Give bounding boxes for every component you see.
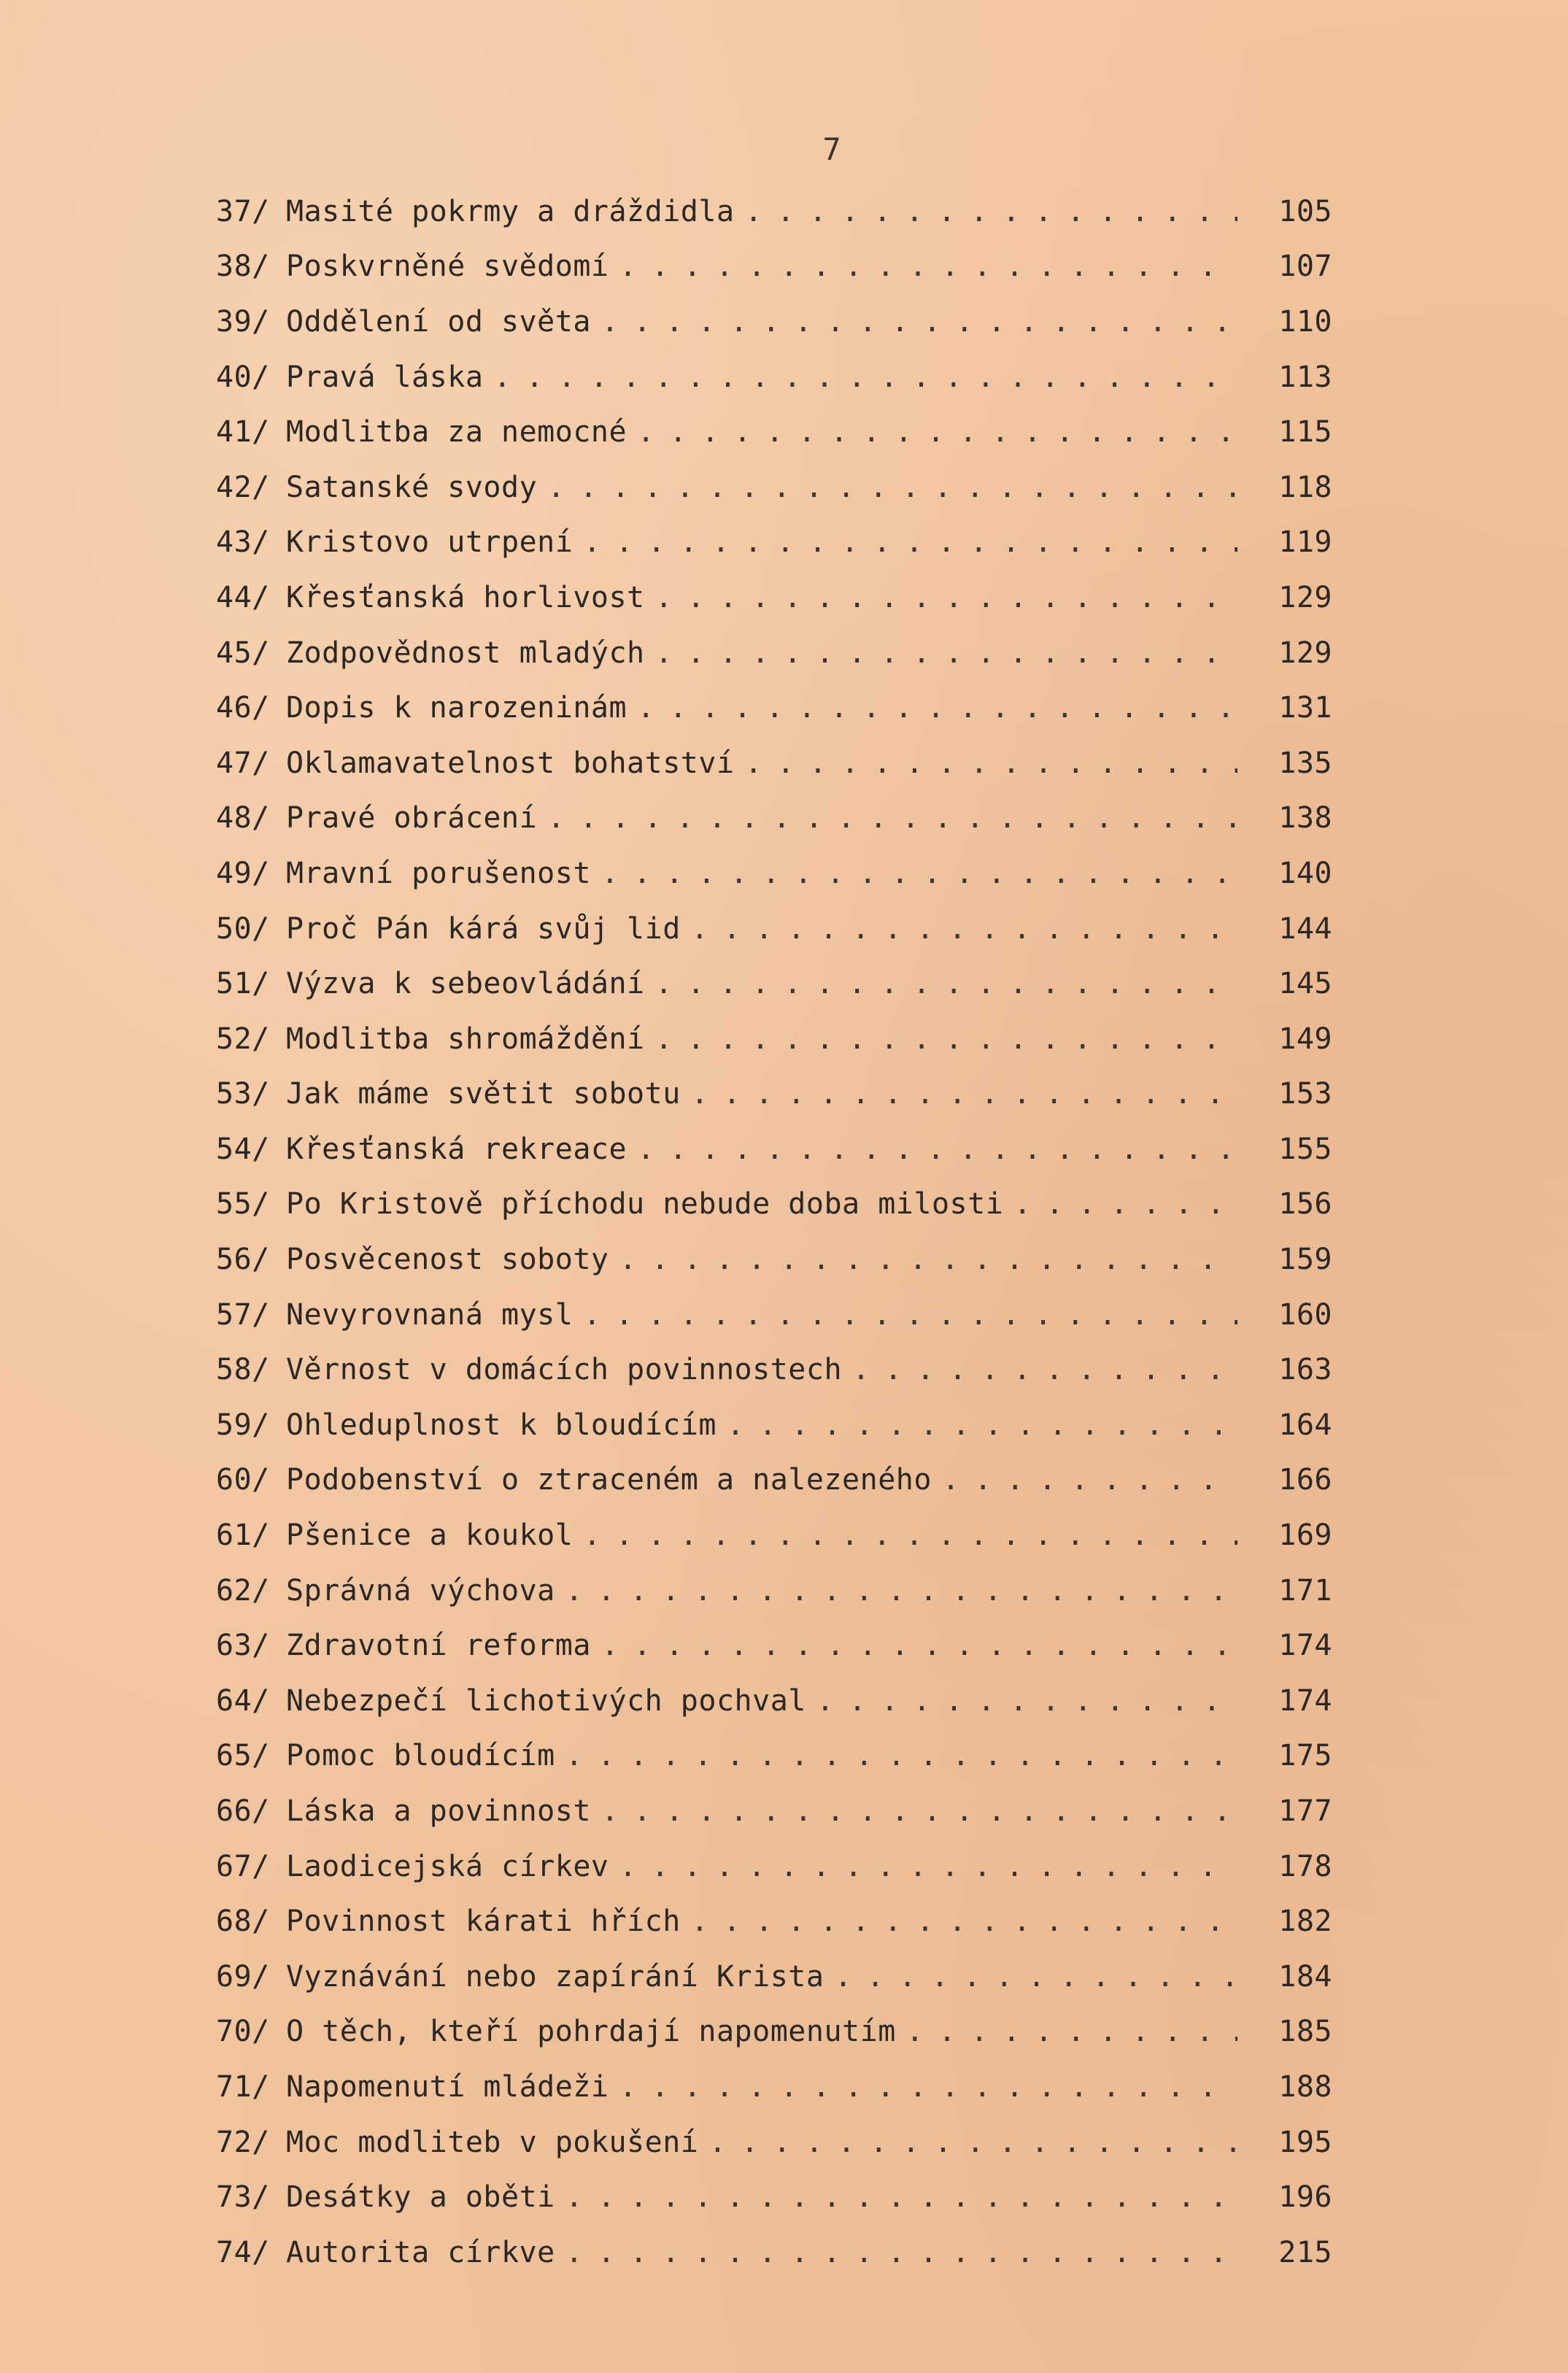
toc-entry-page: 185 [1278, 2015, 1332, 2049]
toc-entry-page: 118 [1278, 470, 1332, 504]
dot-leader [745, 746, 1237, 780]
toc-entry [216, 1397, 1332, 1453]
toc-entry-number: 73/ [216, 2180, 270, 2215]
toc-entry-title: Pravá láska [286, 360, 484, 394]
toc-entry-page: 145 [1278, 967, 1332, 1001]
toc-entry-number: 48/ [216, 801, 270, 836]
toc-entry [216, 1949, 1332, 2004]
toc-entry-title: Vyznávání nebo zapírání Krista [286, 1959, 824, 1994]
toc-entry-page: 184 [1278, 1959, 1332, 1994]
dot-leader [655, 1022, 1237, 1056]
dot-leader [583, 1519, 1237, 1552]
toc-entry-title: Moc modliteb v pokušení [286, 2125, 699, 2159]
toc-entry-title: Poskvrněné svědomí [286, 250, 609, 284]
toc-entry-title: Po Kristově příchodu nebude doba milosti [286, 1187, 1004, 1222]
toc-entry-number: 43/ [216, 525, 270, 560]
toc-entry [216, 515, 1332, 571]
toc-entry-page: 188 [1278, 2069, 1332, 2104]
toc-entry-number: 61/ [216, 1519, 270, 1553]
toc-entry [216, 791, 1332, 846]
toc-entry-page: 131 [1278, 691, 1332, 725]
toc-entry-page: 110 [1278, 304, 1332, 339]
toc-entry-page: 159 [1278, 1243, 1332, 1277]
toc-entry-number: 57/ [216, 1297, 270, 1332]
toc-entry [216, 956, 1332, 1011]
toc-entry [216, 2059, 1332, 2115]
toc-entry [216, 1508, 1332, 1563]
dot-leader [565, 1574, 1237, 1608]
dot-leader [565, 2236, 1237, 2269]
toc-entry [216, 1839, 1332, 1894]
toc-entry-number: 44/ [216, 580, 270, 614]
toc-entry [216, 1673, 1332, 1729]
dot-leader [619, 1850, 1237, 1883]
toc-entry-page: 140 [1278, 856, 1332, 890]
dot-leader [655, 636, 1237, 670]
dot-leader [547, 801, 1237, 835]
toc-entry [216, 1232, 1332, 1287]
toc-entry-number: 41/ [216, 415, 270, 449]
toc-entry-title: Pravé obrácení [286, 801, 538, 836]
dot-leader [583, 525, 1237, 559]
toc-entry-page: 115 [1278, 415, 1332, 449]
page-number: 7 [822, 131, 841, 167]
toc-entry [216, 1067, 1332, 1122]
toc-entry-title: Výzva k sebeovládání [286, 967, 645, 1001]
toc-entry-page: 164 [1278, 1408, 1332, 1442]
toc-entry [216, 1729, 1332, 1784]
toc-entry [216, 2169, 1332, 2225]
toc-entry [216, 184, 1332, 239]
dot-leader [852, 1353, 1237, 1386]
toc-entry-page: 144 [1278, 911, 1332, 946]
dot-leader [708, 2126, 1237, 2159]
toc-entry [216, 1453, 1332, 1508]
toc-entry [216, 2225, 1332, 2280]
dot-leader [601, 857, 1237, 890]
toc-entry [216, 1011, 1332, 1067]
toc-entry-number: 70/ [216, 2015, 270, 2049]
toc-entry-page: 195 [1278, 2125, 1332, 2159]
dot-leader [834, 1960, 1237, 1994]
dot-leader [745, 195, 1237, 228]
toc-entry-title: Autorita církve [286, 2235, 555, 2269]
dot-leader [601, 1794, 1237, 1828]
toc-entry-title: Pomoc bloudícím [286, 1739, 555, 1773]
toc-entry-number: 52/ [216, 1022, 270, 1056]
toc-entry-number: 66/ [216, 1794, 270, 1829]
toc-entry-title: Jak máme světit sobotu [286, 1077, 681, 1111]
dot-leader [1013, 1187, 1237, 1221]
toc-entry [216, 460, 1332, 515]
toc-entry-title: Povinnost kárati hřích [286, 1905, 681, 1939]
toc-entry-page: 182 [1278, 1905, 1332, 1939]
dot-leader [691, 1077, 1237, 1111]
dot-leader [942, 1463, 1237, 1497]
toc-entry [216, 1783, 1332, 1839]
toc-entry-page: 156 [1278, 1187, 1332, 1222]
toc-entry-page: 155 [1278, 1132, 1332, 1166]
dot-leader [691, 1905, 1237, 1938]
toc-entry-page: 166 [1278, 1463, 1332, 1497]
toc-entry-number: 60/ [216, 1463, 270, 1497]
toc-entry-title: Věrnost v domácích povinnostech [286, 1353, 843, 1387]
toc-entry-title: Láska a povinnost [286, 1794, 591, 1829]
toc-entry [216, 404, 1332, 460]
toc-entry-page: 171 [1278, 1573, 1332, 1608]
toc-entry-title: Satanské svody [286, 470, 538, 504]
toc-entry [216, 680, 1332, 736]
toc-entry-number: 39/ [216, 304, 270, 339]
toc-entry-page: 174 [1278, 1629, 1332, 1663]
toc-entry-title: Pšenice a koukol [286, 1519, 573, 1553]
toc-entry-number: 72/ [216, 2125, 270, 2159]
toc-entry [216, 1177, 1332, 1232]
dot-leader [727, 1408, 1237, 1442]
toc-entry [216, 1563, 1332, 1618]
toc-entry-title: Zdravotní reforma [286, 1629, 591, 1663]
toc-entry-title: Mravní porušenost [286, 856, 591, 890]
toc-entry-number: 54/ [216, 1132, 270, 1166]
toc-entry-title: Zodpovědnost mladých [286, 636, 645, 670]
toc-entry-page: 175 [1278, 1739, 1332, 1773]
toc-entry-number: 51/ [216, 967, 270, 1001]
toc-entry-number: 59/ [216, 1408, 270, 1442]
toc-entry-title: Nebezpečí lichotivých pochval [286, 1683, 806, 1718]
toc-entry [216, 1894, 1332, 1949]
toc-entry-title: O těch, kteří pohrdají napomenutím [286, 2015, 896, 2049]
dot-leader [565, 2180, 1237, 2214]
toc-entry-title: Masité pokrmy a dráždidla [286, 194, 735, 228]
dot-leader [637, 1133, 1237, 1166]
toc-entry-title: Modlitba za nemocné [286, 415, 627, 449]
toc-entry-number: 64/ [216, 1683, 270, 1718]
toc-entry-title: Oklamavatelnost bohatství [286, 746, 735, 780]
toc-entry-page: 113 [1278, 360, 1332, 394]
dot-leader [619, 1243, 1237, 1276]
dot-leader [906, 2015, 1237, 2048]
toc-entry [216, 2115, 1332, 2170]
toc-entry-page: 105 [1278, 194, 1332, 228]
toc-entry-title: Oddělení od světa [286, 304, 591, 339]
toc-entry-number: 69/ [216, 1959, 270, 1994]
toc-entry-number: 47/ [216, 746, 270, 780]
toc-entry-title: Správná výchova [286, 1573, 555, 1608]
toc-entry [216, 350, 1332, 405]
dot-leader [547, 471, 1237, 504]
toc-entry-title: Nevyrovnaná mysl [286, 1297, 573, 1332]
toc-entry-page: 177 [1278, 1794, 1332, 1829]
toc-entry [216, 570, 1332, 625]
toc-entry-page: 129 [1278, 580, 1332, 614]
toc-entry-title: Posvěcenost soboty [286, 1243, 609, 1277]
toc-entry-number: 68/ [216, 1905, 270, 1939]
toc-entry-number: 71/ [216, 2069, 270, 2104]
toc-entry-number: 58/ [216, 1353, 270, 1387]
toc-entry-title: Křesťanská rekreace [286, 1132, 627, 1166]
toc-entry [216, 2004, 1332, 2060]
toc-entry [216, 736, 1332, 791]
toc-entry-number: 67/ [216, 1849, 270, 1883]
toc-entry [216, 1287, 1332, 1343]
toc-entry-page: 178 [1278, 1849, 1332, 1883]
toc-entry-title: Kristovo utrpení [286, 525, 573, 560]
toc-entry-page: 138 [1278, 801, 1332, 836]
toc-entry-number: 53/ [216, 1077, 270, 1111]
toc-entry-page: 135 [1278, 746, 1332, 780]
toc-entry-page: 153 [1278, 1077, 1332, 1111]
toc-entry-number: 42/ [216, 470, 270, 504]
toc-entry-page: 215 [1278, 2235, 1332, 2269]
dot-leader [637, 415, 1237, 449]
dot-leader [583, 1298, 1237, 1332]
toc-entry-number: 46/ [216, 691, 270, 725]
toc-entry-page: 163 [1278, 1353, 1332, 1387]
dot-leader [691, 912, 1237, 946]
toc-entry-page: 196 [1278, 2180, 1332, 2215]
dot-leader [565, 1739, 1237, 1772]
toc-entry [216, 1342, 1332, 1397]
toc-entry [216, 1122, 1332, 1177]
dot-leader [493, 360, 1237, 394]
toc-entry-number: 56/ [216, 1243, 270, 1277]
toc-entry-number: 55/ [216, 1187, 270, 1222]
dot-leader [816, 1684, 1237, 1718]
toc-entry-number: 63/ [216, 1629, 270, 1663]
toc-entry-number: 50/ [216, 911, 270, 946]
toc-entry-page: 129 [1278, 636, 1332, 670]
toc-entry-number: 65/ [216, 1739, 270, 1773]
toc-entry-page: 107 [1278, 250, 1332, 284]
toc-entry [216, 239, 1332, 295]
toc-entry-page: 169 [1278, 1519, 1332, 1553]
toc-entry [216, 901, 1332, 957]
toc-entry-title: Dopis k narozeninám [286, 691, 627, 725]
toc-entry-page: 174 [1278, 1683, 1332, 1718]
table-of-contents [216, 184, 1332, 2280]
toc-entry [216, 1618, 1332, 1673]
toc-entry [216, 625, 1332, 681]
dot-leader [655, 581, 1237, 614]
toc-entry-number: 45/ [216, 636, 270, 670]
toc-entry-page: 119 [1278, 525, 1332, 560]
toc-entry-number: 74/ [216, 2235, 270, 2269]
toc-entry-title: Podobenství o ztraceném a nalezeného [286, 1463, 932, 1497]
toc-entry-page: 149 [1278, 1022, 1332, 1056]
toc-entry-title: Proč Pán kárá svůj lid [286, 911, 681, 946]
toc-entry-title: Křesťanská horlivost [286, 580, 645, 614]
toc-entry-number: 38/ [216, 250, 270, 284]
toc-entry-page: 160 [1278, 1297, 1332, 1332]
dot-leader [601, 1629, 1237, 1662]
toc-entry-title: Laodicejská církev [286, 1849, 609, 1883]
toc-entry [216, 294, 1332, 350]
toc-entry-number: 40/ [216, 360, 270, 394]
toc-entry-number: 49/ [216, 856, 270, 890]
toc-entry-title: Desátky a oběti [286, 2180, 555, 2215]
toc-entry-title: Napomenutí mládeži [286, 2069, 609, 2104]
toc-entry-title: Ohleduplnost k bloudícím [286, 1408, 717, 1442]
toc-entry-title: Modlitba shromáždění [286, 1022, 645, 1056]
toc-entry [216, 846, 1332, 901]
dot-leader [619, 2070, 1237, 2104]
dot-leader [655, 967, 1237, 1000]
dot-leader [601, 305, 1237, 339]
dot-leader [637, 691, 1237, 725]
toc-entry-number: 37/ [216, 194, 270, 228]
toc-entry-number: 62/ [216, 1573, 270, 1608]
dot-leader [619, 250, 1237, 283]
